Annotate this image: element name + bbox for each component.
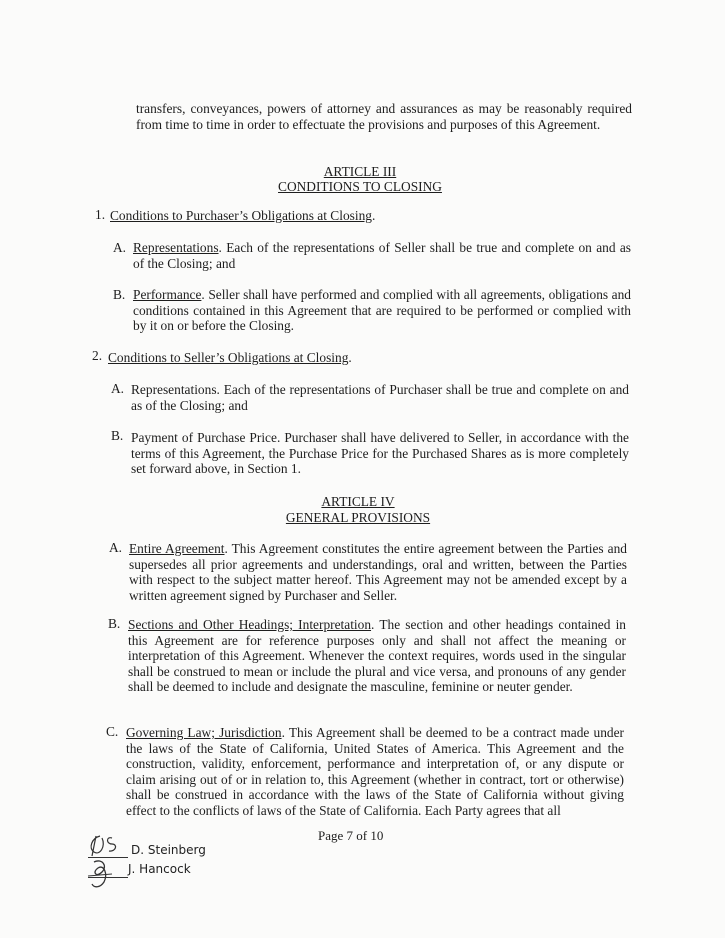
page-number: Page 7 of 10: [318, 828, 384, 843]
initial-line-1: [88, 857, 128, 858]
article-3-title: CONDITIONS TO CLOSING: [278, 179, 442, 194]
provision-governing-law: Governing Law; Jurisdiction. This Agreement shall be deemed to be a contract made under the laws of the State of California, United States of America. This Agreement and the construction, validity, enforcement, performance and interpretation of, or any dispute or claim arising out of or in relation to, this Agreement (whether in contract, tort or otherwise) shall be construed in accordance with the laws of the State of California without giving effect to the conflicts of laws of the State of California. Each Party agrees that all: [126, 725, 624, 818]
section-1-marker: 1.: [95, 207, 106, 222]
section-2b-marker: B.: [111, 428, 124, 443]
initial-line-2: [88, 877, 128, 878]
section-1b-text: Performance. Seller shall have performed and complied with all agreements, obligations and conditions contained in this Agreement that are required to be performed or complied with by it on or before the Closing.: [133, 287, 631, 333]
intro-paragraph: transfers, conveyances, powers of attorney and assurances as may be reasonably required from time to time in order to effectuate the provisions and purposes of this Agreement.: [136, 101, 632, 132]
section-1b-marker: B.: [113, 287, 126, 302]
provision-b-marker: B.: [108, 616, 121, 631]
provision-a-marker: A.: [109, 540, 123, 555]
initials-name-2: J. Hancock: [128, 862, 191, 876]
initials-signature-drawing: [82, 832, 132, 894]
article-3-number: ARTICLE III: [323, 164, 397, 179]
section-2-title: Conditions to Seller’s Obligations at Closing.: [108, 350, 352, 365]
section-2b-text: Payment of Purchase Price. Purchaser shall have delivered to Seller, in accordance with the terms of this Agreement, the Purchase Price for the Purchased Shares as is more completely set forward above, in Section 1.: [131, 430, 629, 476]
section-2a-marker: A.: [111, 381, 125, 396]
initials-name-1: D. Steinberg: [131, 843, 206, 857]
section-2-marker: 2.: [92, 348, 103, 363]
article-4-title: GENERAL PROVISIONS: [285, 510, 431, 525]
provision-c-marker: C.: [106, 724, 119, 739]
provision-entire-agreement: Entire Agreement. This Agreement constitutes the entire agreement between the Parties and supersedes all prior agreements and understandings, oral and written, between the Parties with respect to the subject matter hereof. This Agreement may not be amended except by a written agreement signed by Purchaser and Seller.: [129, 541, 627, 603]
section-1a-text: Representations. Each of the representations of Seller shall be true and complete on and as of the Closing; and: [133, 240, 631, 271]
section-1a-marker: A.: [113, 240, 127, 255]
provision-headings-interpretation: Sections and Other Headings; Interpretation. The section and other headings contained in this Agreement are for reference purposes only and shall not affect the meaning or interpretation of this Agreement. Whenever the context requires, words used in the singular shall be construed to mean or include the plural and vice versa, and pronouns of any gender shall be deemed to include and designate the masculine, feminine or neuter gender.: [128, 617, 626, 694]
article-4-number: ARTICLE IV: [321, 494, 395, 509]
section-1-title: Conditions to Purchaser’s Obligations at Closing.: [110, 208, 376, 223]
section-2a-text: Representations. Each of the representations of Purchaser shall be true and complete on and as of the Closing; and: [131, 382, 629, 413]
